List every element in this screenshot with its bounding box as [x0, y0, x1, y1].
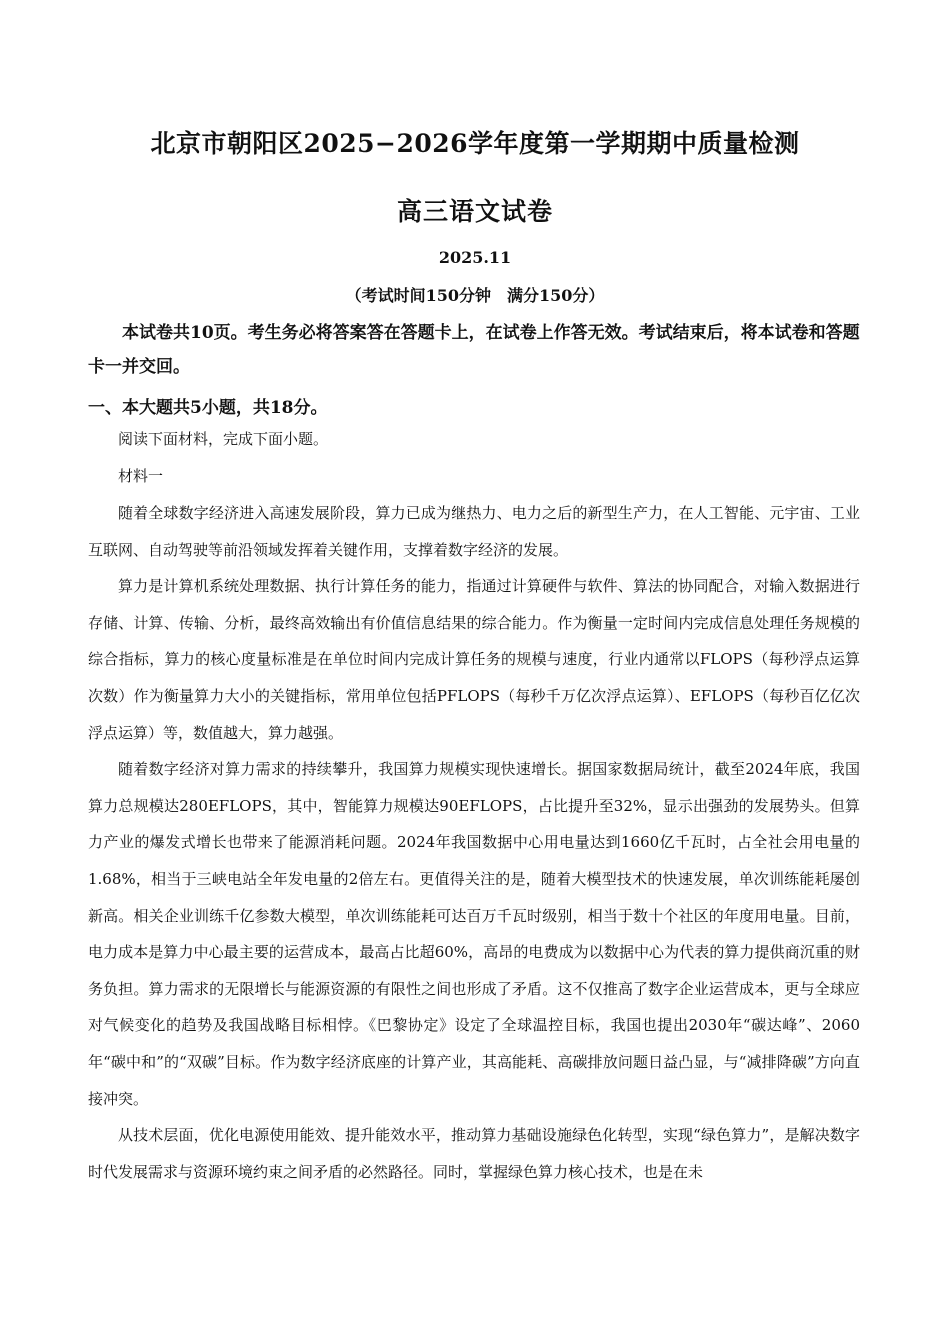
- exam-date: 2025.11: [438, 248, 512, 267]
- exam-title: 北京市朝阳区2025−2026学年度第一学期期中质量检测: [150, 129, 800, 158]
- reading-instruction: 阅读下面材料，完成下面小题。: [118, 430, 329, 448]
- material-body: [88, 495, 860, 1190]
- material-label: 材料一: [118, 467, 164, 485]
- paragraph: 随着全球数字经济进入高速发展阶段，算力已成为继热力、电力之后的新型生产力，在人工智能、元宇宙、工业互联网、自动驾驶等前沿领域发挥着关键作用，支撑着数字经济的发展。: [88, 504, 860, 559]
- exam-subtitle: 高三语文试卷: [396, 197, 553, 226]
- paragraph: 从技术层面，优化电源使用能效、提升能效水平，推动算力基础设施绿色化转型，实现“绿色算力”，是解决数字时代发展需求与资源环境约束之间矛盾的必然路径。同时，掌握绿色算力核心技术，也是在未: [88, 1126, 860, 1181]
- exam-notice: 本试卷共10页。考生务必将答案答在答题卡上，在试卷上作答无效。考试结束后，将本试卷和答题卡一并交回。: [88, 323, 860, 377]
- section-heading: 一、本大题共5小题，共18分。: [88, 398, 328, 418]
- exam-time-score: （考试时间150分钟 满分150分）: [345, 286, 605, 305]
- paragraph: 随着数字经济对算力需求的持续攀升，我国算力规模实现快速增长。据国家数据局统计，截至2024年底，我国算力总规模达280EFLOPS，其中，智能算力规模达90EFLOPS，占比提升至32%，显示出强劲的发展势头。但算力产业的爆发式增长也带来了能源消耗问题。2024年我国数据中心用电量达到1660亿千瓦时，占全社会用电量的1.68%，相当于三峡电站全年发电量的2倍左右。更值得关注的是，随着大模型技术的快速发展，单次训练能耗屡创新高。相关企业训练千亿参数大模型，单次训练能耗可达百万千瓦时级别，相当于数十个社区的年度用电量。目前，电力成本是算力中心最主要的运营成本，最高占比超60%，高昂的电费成为以数据中心为代表的算力提供商沉重的财务负担。算力需求的无限增长与能源资源的有限性之间也形成了矛盾。这不仅推高了数字企业运营成本，更与全球应对气候变化的趋势及我国战略目标相悖。《巴黎协定》设定了全球温控目标，我国也提出2030年“碳达峰”、2060年“碳中和”的“双碳”目标。作为数字经济底座的计算产业，其高能耗、高碳排放问题日益凸显，与“减排降碳”方向直接冲突。: [88, 760, 860, 1108]
- paragraph: 算力是计算机系统处理数据、执行计算任务的能力，指通过计算硬件与软件、算法的协同配合，对输入数据进行存储、计算、传输、分析，最终高效输出有价值信息结果的综合能力。作为衡量一定时间内完成信息处理任务规模的综合指标，算力的核心度量标准是在单位时间内完成计算任务的规模与速度，行业内通常以FLOPS（每秒浮点运算次数）作为衡量算力大小的关键指标，常用单位包括PFLOPS（每秒千万亿次浮点运算）、EFLOPS（每秒百亿亿次浮点运算）等，数值越大，算力越强。: [88, 577, 860, 742]
